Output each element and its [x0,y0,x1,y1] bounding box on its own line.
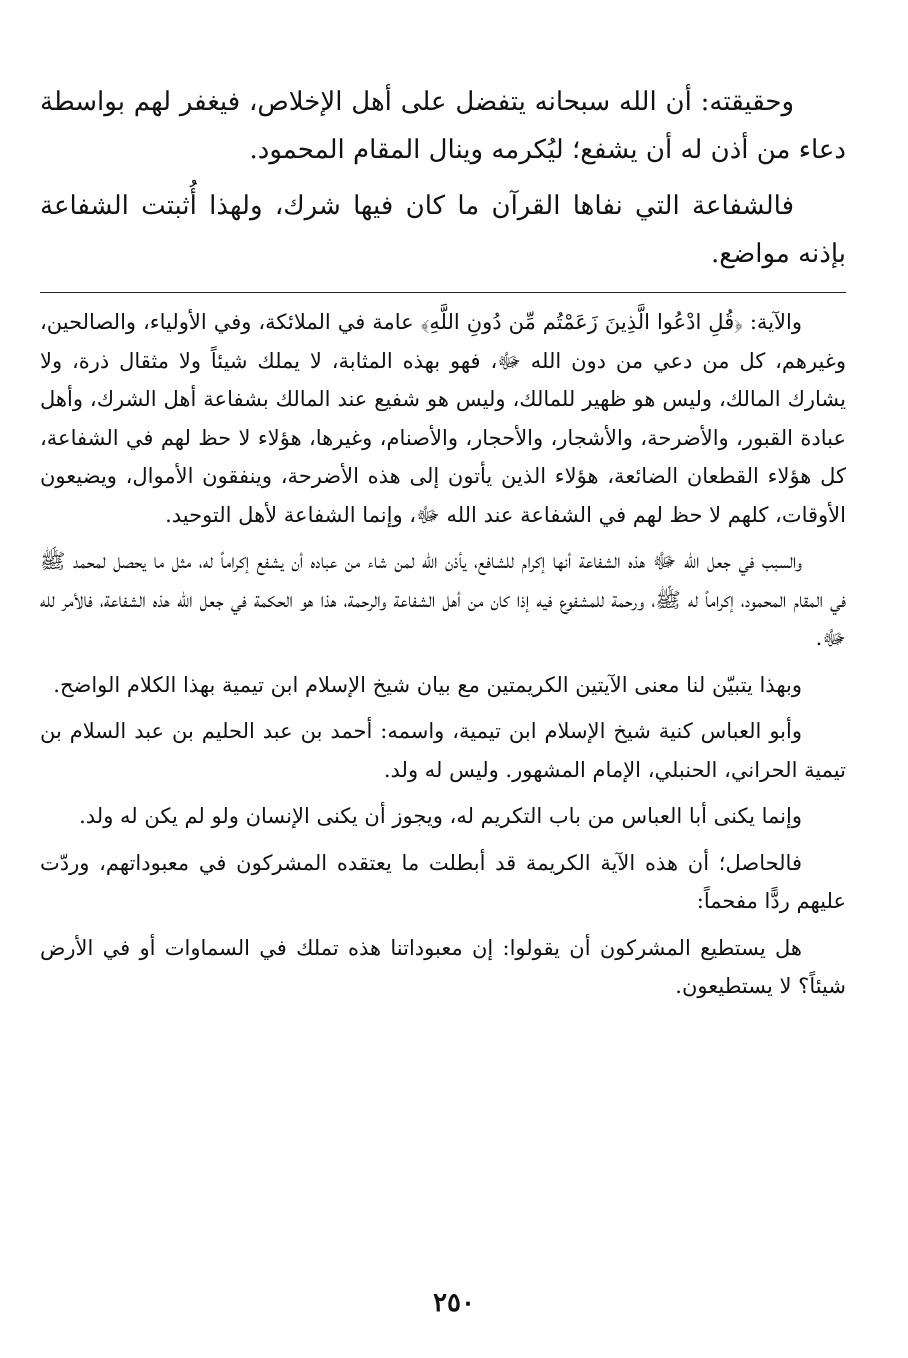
footnote-paragraph: والسبب في جعل الله ﷻ هذه الشفاعة أنها إكرام للشافع، يأذن الله لمن شاء من عباده أن يشفع إكراماً له، مثل ما يحصل لمحمد ﷺ في المقام المحمود، إكراماً له ﷺ، ورحمة للمشفوع فيه إذا كان من أهل الشفاعة والرحمة، هذا هو الحكمة في جعل الله هذه الشفاعة، فالأمر لله ﷻ. [40,549,846,650]
page-number: ٢٥٠ [433,1288,475,1318]
footnote-paragraph: وإنما يكنى أبا العباس من باب التكريم له، ويجوز أن يكنى الإنسان ولو لم يكن له ولد. [79,804,802,828]
footnote-paragraph: وأبو العباس كنية شيخ الإسلام ابن تيمية، واسمه: أحمد بن عبد الحليم بن عبد السلام بن تيمية الحراني، الحنبلي، الإمام المشهور. وليس له ولد. [40,719,846,782]
main-paragraph: وحقيقته: أن الله سبحانه يتفضل على أهل الإخلاص، فيغفر لهم بواسطة دعاء من أذن له أن يشفع؛ ليُكرمه وينال المقام المحمود. [40,87,846,165]
footnote-paragraph: وبهذا يتبيّن لنا معنى الآيتين الكريمتين مع بيان شيخ الإسلام ابن تيمية بهذا الكلام الواضح. [53,672,802,697]
footnote-paragraph: فالحاصل؛ أن هذه الآية الكريمة قد أبطلت ما يعتقده المشركون في معبوداتهم، وردّت عليهم ردًّا مفحماً: [40,850,846,913]
footnote-paragraph: هل يستطيع المشركون أن يقولوا: إن معبوداتنا هذه تملك في السماوات أو في الأرض شيئاً؟ لا يستطيعون. [40,935,846,998]
footnote-text [40,303,846,1006]
footnote-divider [40,292,846,293]
main-text [40,78,846,278]
footnote-paragraph: والآية: ﴿قُلِ ادْعُوا الَّذِينَ زَعَمْتُم مِّن دُونِ اللَّهِ﴾ عامة في الملائكة، وفي الأولياء، والصالحين، وغيرهم، كل من دعي من دون الله ﷻ، فهو بهذه المثابة، لا يملك شيئاً ولا مثقال ذرة، ولا يشارك المالك، وليس هو ظهير للمالك، وليس هو شفيع عند المالك بشفاعة أهل الشرك، وأهل عبادة القبور، والأضرحة، والأشجار، والأحجار، والأصنام، وغيرها، هؤلاء لا حظ لهم في الشفاعة، كل هؤلاء القطعان الضائعة، هؤلاء الذين يأتون إلى هذه الأضرحة، وينفقون الأموال، ويضيعون الأوقات، كلهم لا حظ لهم في الشفاعة عند الله ﷻ، وإنما الشفاعة لأهل التوحيد. [40,310,846,527]
book-page [40,78,846,1014]
main-paragraph: فالشفاعة التي نفاها القرآن ما كان فيها شرك، ولهذا أُثبتت الشفاعة بإذنه مواضع. [40,191,846,269]
